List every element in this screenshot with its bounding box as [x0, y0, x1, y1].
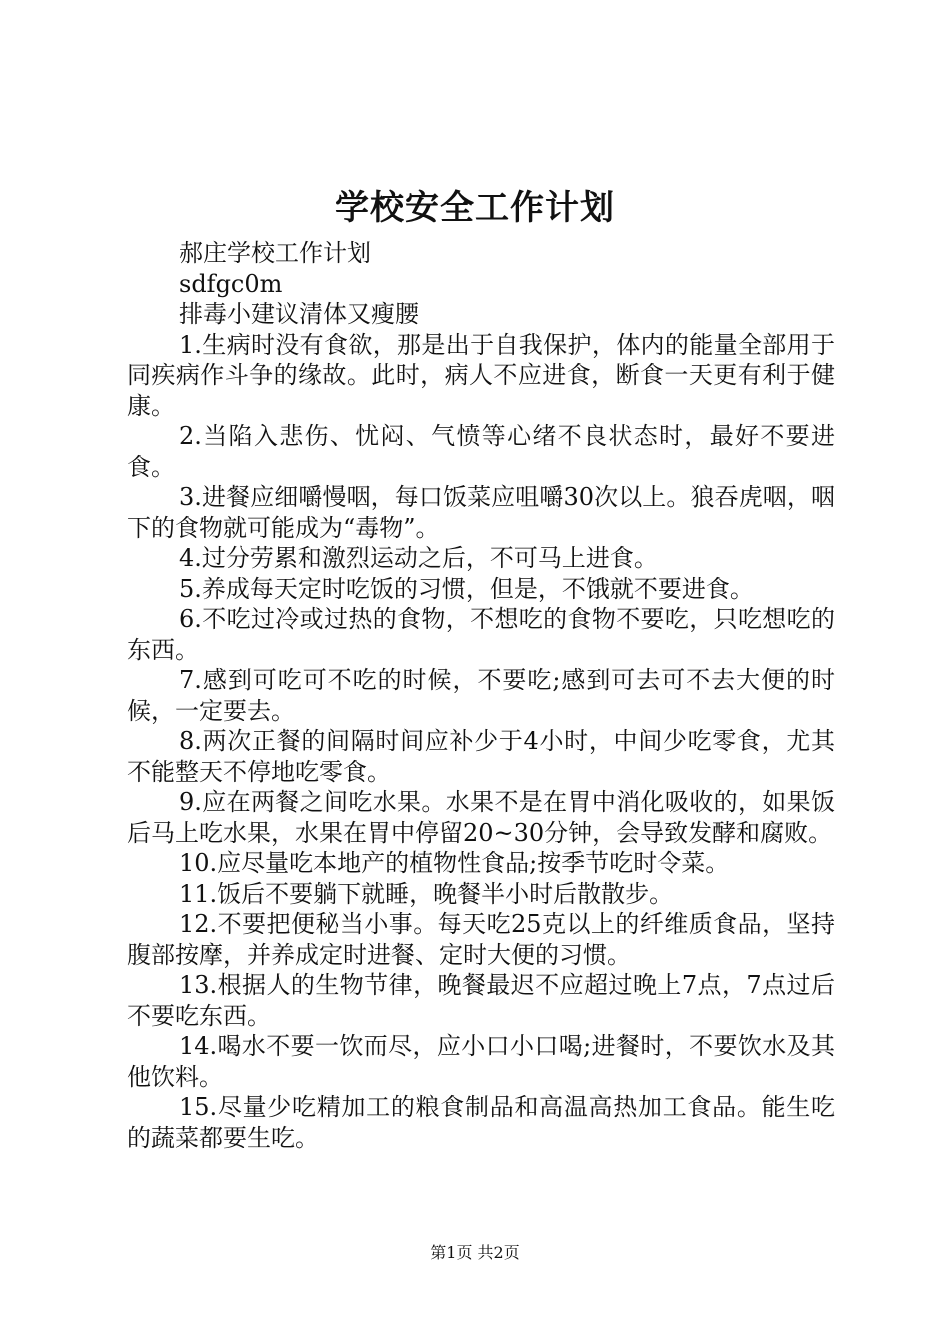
paragraph-item-9: 9.应在两餐之间吃水果。水果不是在胃中消化吸收的，如果饭后马上吃水果，水果在胃中停留20~30分钟，会导致发酵和腐败。 [127, 788, 835, 847]
document-body [127, 238, 835, 1153]
paragraph-item-4: 4.过分劳累和激烈运动之后，不可马上进食。 [179, 544, 658, 572]
paragraph-school-plan: 郝庄学校工作计划 [179, 239, 371, 267]
paragraph-item-8: 8.两次正餐的间隔时间应补少于4小时，中间少吃零食，尤其不能整天不停地吃零食。 [127, 727, 835, 786]
paragraph-item-1: 1.生病时没有食欲，那是出于自我保护，体内的能量全部用于同疾病作斗争的缘故。此时，病人不应进食，断食一天更有利于健康。 [127, 330, 835, 420]
paragraph-item-14: 14.喝水不要一饮而尽，应小口小口喝;进餐时，不要饮水及其他饮料。 [127, 1032, 835, 1091]
page-number-label: 第1页 共2页 [430, 1243, 520, 1262]
paragraph-item-13: 13.根据人的生物节律，晚餐最迟不应超过晚上7点，7点过后不要吃东西。 [127, 971, 835, 1030]
paragraph-code: sdfgc0m [179, 269, 283, 298]
paragraph-item-2: 2.当陷入悲伤、忧闷、气愤等心绪不良状态时，最好不要进食。 [127, 422, 835, 481]
paragraph-item-3: 3.进餐应细嚼慢咽，每口饭菜应咀嚼30次以上。狼吞虎咽，咽下的食物就可能成为“毒物”。 [127, 483, 835, 542]
paragraph-item-10: 10.应尽量吃本地产的植物性食品;按季节吃时令菜。 [179, 849, 730, 877]
paragraph-item-12: 12.不要把便秘当小事。每天吃25克以上的纤维质食品，坚持腹部按摩，并养成定时进餐、定时大便的习惯。 [127, 910, 835, 969]
paragraph-item-6: 6.不吃过冷或过热的食物，不想吃的食物不要吃，只吃想吃的东西。 [127, 605, 835, 664]
page-footer [0, 1242, 950, 1264]
paragraph-subtitle: 排毒小建议清体又瘦腰 [179, 300, 419, 328]
paragraph-item-15: 15.尽量少吃精加工的粮食制品和高温高热加工食品。能生吃的蔬菜都要生吃。 [127, 1093, 835, 1152]
paragraph-item-11: 11.饭后不要躺下就睡，晚餐半小时后散散步。 [179, 879, 674, 908]
paragraph-item-7: 7.感到可吃可不吃的时候，不要吃;感到可去可不去大便的时候，一定要去。 [127, 666, 835, 725]
page-title: 学校安全工作计划 [335, 188, 615, 228]
paragraph-item-5: 5.养成每天定时吃饭的习惯，但是，不饿就不要进食。 [179, 574, 754, 603]
